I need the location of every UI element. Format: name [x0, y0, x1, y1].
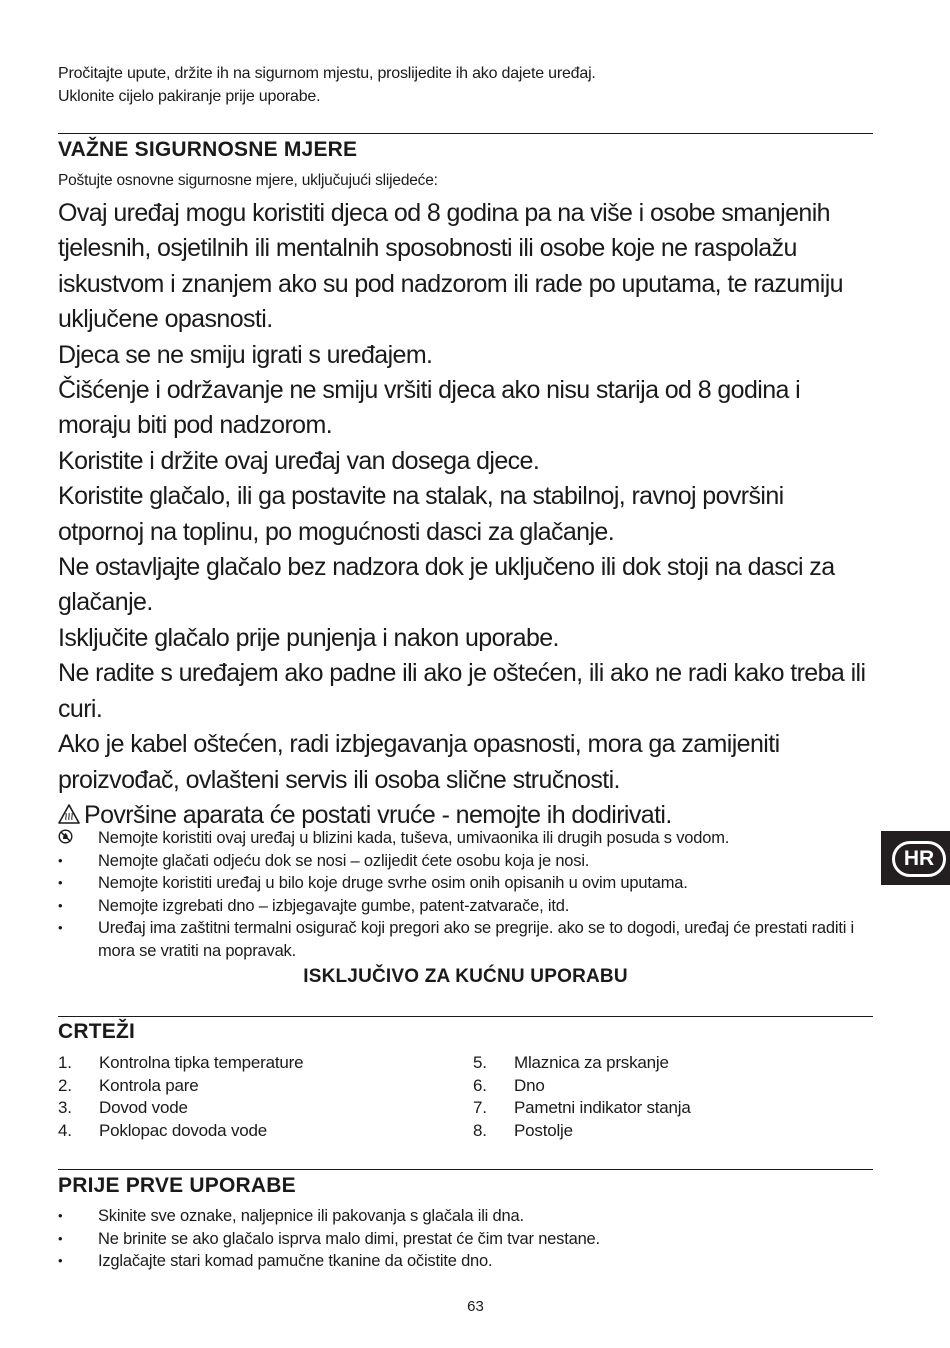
parts-column-right — [473, 1052, 853, 1142]
safety-paragraph: Isključite glačalo prije punjenja i nakon uporabe. — [58, 623, 559, 652]
safety-paragraph: Ne ostavljajte glačalo bez nadzora dok je uključeno ili dok stoji na dasci za glačanje. — [58, 553, 835, 617]
hot-surface-warning-icon — [58, 799, 80, 819]
item-label: Kontrolna tipka temperature — [99, 1053, 304, 1072]
bullet-dot: • — [58, 875, 63, 890]
safety-paragraph: Koristite i držite ovaj uređaj van dosega djece. — [58, 446, 540, 475]
list-item-text: Nemojte izgrebati dno – izbjegavajte gumbe, patent-zatvarače, itd. — [98, 896, 570, 915]
safety-paragraph: Ne radite s uređajem ako padne ili ako je oštećen, ili ako ne radi kako treba ili curi. — [58, 659, 866, 723]
list-item — [473, 1097, 853, 1120]
item-label: Dovod vode — [99, 1098, 188, 1118]
bullet-dot: • — [58, 1253, 63, 1268]
list-item — [58, 872, 873, 895]
no-water-prohibition-icon — [58, 827, 98, 850]
bullet-dot: • — [58, 920, 63, 935]
list-item — [58, 1120, 438, 1143]
section-divider — [58, 1016, 873, 1017]
list-item — [58, 827, 873, 850]
list-item — [58, 1205, 873, 1228]
bullet-dot: • — [58, 1230, 63, 1246]
item-label: Mlaznica za prskanje — [514, 1053, 669, 1072]
item-number: 7. — [473, 1098, 487, 1118]
safety-paragraph: Djeca se ne smiju igrati s uređajem. — [58, 340, 433, 369]
list-item — [58, 1052, 438, 1075]
item-number: 5. — [473, 1053, 487, 1072]
safety-subheading: Poštujte osnovne sigurnosne mjere, uključujući slijedeće: — [58, 172, 438, 189]
intro-text — [58, 62, 596, 108]
list-item-text: Skinite sve oznake, naljepnice ili pakovanja s glačala ili dna. — [98, 1207, 524, 1225]
item-number: 1. — [58, 1053, 72, 1072]
item-number: 2. — [58, 1075, 72, 1095]
list-item — [473, 1075, 853, 1098]
list-item — [58, 850, 873, 873]
list-item — [58, 1250, 873, 1273]
list-item-text: Ne brinite se ako glačalo isprva malo dimi, prestat će čim tvar nestane. — [98, 1229, 600, 1248]
item-number: 4. — [58, 1120, 72, 1140]
section-divider — [58, 1169, 873, 1170]
list-item — [58, 917, 873, 962]
section-divider — [58, 133, 873, 134]
intro-line: Pročitajte upute, držite ih na sigurnom mjestu, proslijedite ih ako dajete uređaj. — [58, 65, 596, 82]
page-number: 63 — [467, 1298, 484, 1315]
safety-paragraph: Ovaj uređaj mogu koristiti djeca od 8 godina pa na više i osobe smanjenih tjelesnih, osjetilnih ili mentalnih sposobnosti ili osobe koje ne raspolažu iskustvom i znanjem ako su pod nadzorom ili rade po uputama, te razumiju uključene opasnosti. — [58, 199, 843, 334]
item-label: Dno — [514, 1075, 545, 1095]
list-item — [58, 895, 873, 918]
intro-line: Uklonite cijelo pakiranje prije uporabe. — [58, 88, 321, 105]
item-label: Pametni indikator stanja — [514, 1098, 691, 1118]
list-item-text: Nemojte koristiti uređaj u bilo koje druge svrhe osim onih opisanih u ovim uputama. — [98, 874, 688, 892]
before-first-use-heading: PRIJE PRVE UPORABE — [58, 1174, 296, 1197]
hot-surface-warning-text: Površine aparata će postati vruće - nemojte ih dodirivati. — [84, 800, 672, 829]
safety-paragraph: Čišćenje i održavanje ne smiju vršiti djeca ako nisu starija od 8 godina i moraju biti pod nadzorom. — [58, 376, 801, 440]
list-item-text: Izglačajte stari komad pamučne tkanine da očistite dno. — [98, 1252, 493, 1270]
list-item-text: Nemojte glačati odjeću dok se nosi – ozlijedit ćete osobu koja je nosi. — [98, 851, 590, 870]
drawings-heading: CRTEŽI — [58, 1020, 136, 1043]
bullet-dot: • — [58, 897, 63, 913]
before-first-use-list — [58, 1205, 873, 1273]
item-label: Postolje — [514, 1120, 573, 1140]
safety-bullet-list — [58, 827, 873, 962]
safety-paragraph: Ako je kabel oštećen, radi izbjegavanja opasnosti, mora ga zamijeniti proizvođač, ovlašteni servis ili osoba slične stručnosti. — [58, 730, 780, 794]
list-item — [473, 1052, 853, 1075]
item-number: 3. — [58, 1098, 72, 1118]
list-item — [473, 1120, 853, 1143]
list-item-text: Uređaj ima zaštitni termalni osigurač koji pregori ako se pregrije. ako se to dogodi, uređaj će prestati raditi i mora se vratiti na popravak. — [98, 919, 855, 960]
item-number: 6. — [473, 1075, 487, 1095]
list-item — [58, 1075, 438, 1098]
safety-instructions — [58, 196, 873, 833]
item-label: Poklopac dovoda vode — [99, 1120, 268, 1140]
item-number: 8. — [473, 1120, 487, 1140]
list-item — [58, 1097, 438, 1120]
list-item-text: Nemojte koristiti ovaj uređaj u blizini kada, tuševa, umivaonika ili drugih posuda s vodom. — [98, 829, 730, 847]
language-tab — [881, 831, 950, 885]
item-label: Kontrola pare — [99, 1075, 199, 1095]
parts-column-left — [58, 1052, 438, 1142]
language-code: HR — [892, 841, 946, 877]
household-only-heading: ISKLJUČIVO ZA KUĆNU UPORABU — [303, 966, 628, 987]
bullet-dot: • — [58, 1208, 63, 1223]
bullet-dot: • — [58, 852, 63, 868]
safety-heading: VAŽNE SIGURNOSNE MJERE — [58, 138, 358, 161]
safety-paragraph: Koristite glačalo, ili ga postavite na stalak, na stabilnoj, ravnoj površini otpornoj na toplinu, po mogućnosti dasci za glačanje. — [58, 482, 784, 546]
list-item — [58, 1228, 873, 1251]
